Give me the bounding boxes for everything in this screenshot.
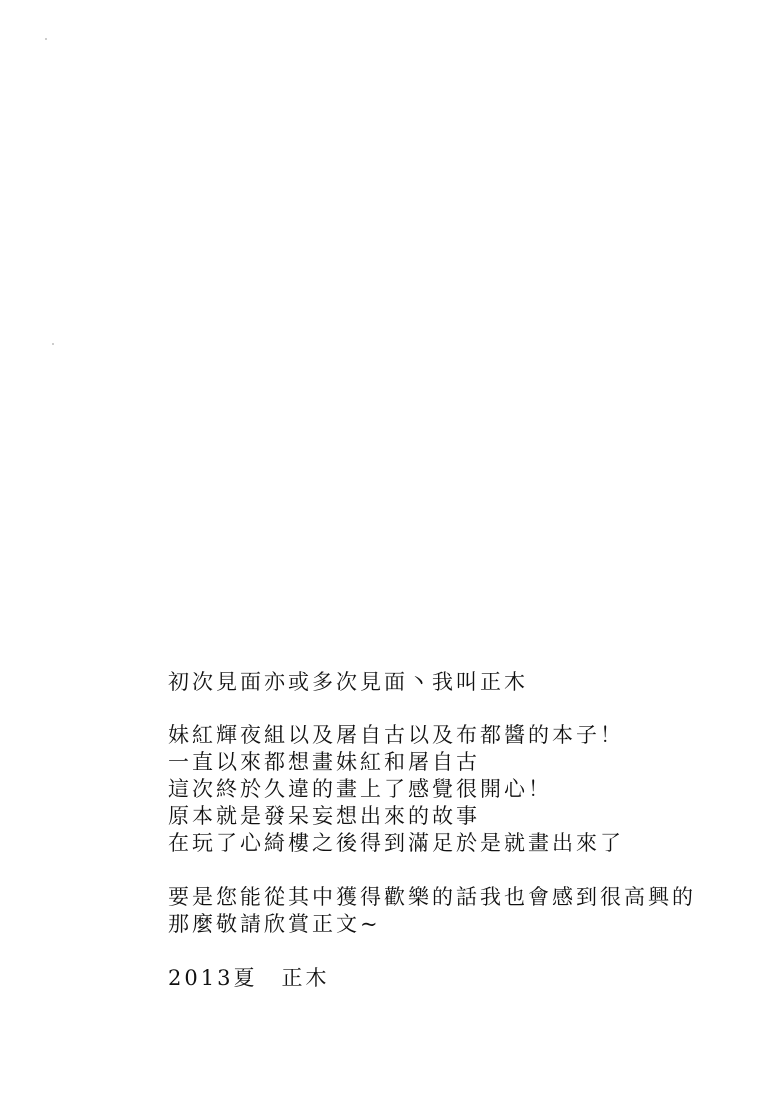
signature-line: 2013夏 正木: [168, 966, 330, 990]
text-line: 那麼敬請欣賞正文~: [168, 912, 381, 936]
paragraph-closing: [168, 884, 758, 938]
scan-speck: [45, 38, 47, 40]
text-line: 要是您能從其中獲得歡樂的話我也會感到很高興的: [168, 885, 696, 909]
paragraph-intro: [168, 722, 758, 857]
text-line: 這次終於久違的畫上了感覺很開心！: [168, 777, 552, 801]
text-line: 一直以來都想畫妹紅和屠自古: [168, 750, 480, 774]
text-line: 原本就是發呆妄想出來的故事: [168, 804, 480, 828]
text-line: 在玩了心綺樓之後得到滿足於是就畫出來了: [168, 831, 624, 855]
scan-speck: [52, 343, 54, 345]
greeting-line: 初次見面亦或多次見面丶我叫正木: [168, 670, 528, 694]
text-line: 妹紅輝夜組以及屠自古以及布都醬的本子！: [168, 723, 624, 747]
afterword-text: [168, 669, 758, 992]
